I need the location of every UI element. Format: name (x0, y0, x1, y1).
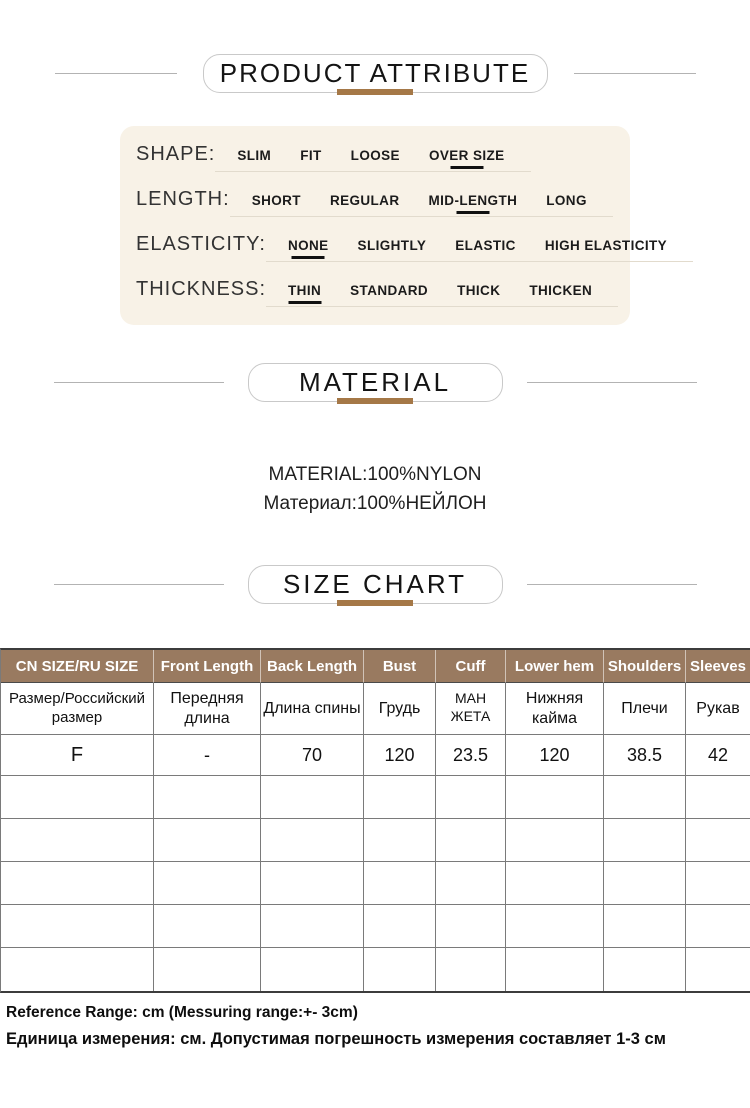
elasticity-option-high-elasticity: HIGH ELASTICITY (544, 238, 668, 253)
col-header-ru-back-length: Длина спины (261, 683, 364, 735)
cell-size: F (1, 735, 154, 776)
length-label: LENGTH: (136, 188, 230, 210)
length-option-regular: REGULAR (329, 193, 400, 208)
product-attribute-title-box (203, 54, 548, 93)
reference-range-en: Reference Range: cm (Messuring range:+- 3cm) (6, 1004, 358, 1021)
product-attribute-title: PRODUCT ATTRIBUTE (219, 58, 531, 88)
section-header-material (0, 363, 750, 402)
col-header-ru-bust: Грудь (364, 683, 436, 735)
col-header-sleeves: Sleeves (686, 650, 750, 683)
shape-options (215, 142, 530, 172)
size-table-data-row (1, 735, 750, 776)
length-option-mid-length: MID-LENGTH (428, 193, 518, 208)
thickness-option-thick: THICK (457, 283, 501, 298)
shape-option-fit: FIT (300, 148, 322, 163)
col-header-ru-lower-hem: Нижняя кайма (506, 683, 604, 735)
divider-line-right (574, 73, 696, 74)
thickness-option-thin: THIN (288, 283, 322, 298)
shape-option-loose: LOOSE (350, 148, 400, 163)
size-table-empty-row (1, 862, 750, 905)
elasticity-options (266, 232, 693, 262)
material-title: MATERIAL (298, 367, 452, 397)
size-table-header-row-ru (1, 683, 750, 735)
attribute-row-length (136, 187, 630, 217)
cell-front-length: - (154, 735, 261, 776)
divider-line-left (55, 73, 177, 74)
thickness-options (266, 277, 618, 307)
attribute-row-thickness (136, 277, 630, 307)
elasticity-option-slightly: SLIGHTLY (357, 238, 427, 253)
elasticity-option-none: NONE (287, 238, 329, 253)
title-accent-underline (337, 600, 413, 606)
col-header-front-length: Front Length (154, 650, 261, 683)
elasticity-option-elastic: ELASTIC (455, 238, 516, 253)
col-header-back-length: Back Length (261, 650, 364, 683)
section-header-size-chart (0, 565, 750, 604)
col-header-cuff: Cuff (436, 650, 506, 683)
elasticity-label: ELASTICITY: (136, 233, 266, 255)
cell-shoulders: 38.5 (604, 735, 686, 776)
material-line-ru: Материал:100%НЕЙЛОН (263, 493, 487, 514)
col-header-ru-cuff-text: МАНЖЕТА (450, 690, 491, 724)
shape-option-slim: SLIM (237, 148, 272, 163)
size-table-empty-row (1, 948, 750, 991)
divider-line-left (54, 584, 224, 585)
attribute-row-shape (136, 142, 630, 172)
title-accent-underline (337, 89, 413, 95)
thickness-option-thicken: THICKEN (529, 283, 593, 298)
size-chart-table (0, 648, 750, 993)
size-table-empty-row (1, 776, 750, 819)
cell-cuff: 23.5 (436, 735, 506, 776)
col-header-shoulders: Shoulders (604, 650, 686, 683)
col-header-cn-size: CN SIZE/RU SIZE (1, 650, 154, 683)
divider-line-right (527, 584, 697, 585)
size-table-header-row-en (1, 650, 750, 683)
col-header-bust: Bust (364, 650, 436, 683)
col-header-lower-hem: Lower hem (506, 650, 604, 683)
product-description-page (0, 54, 750, 1049)
length-options (230, 187, 613, 217)
col-header-ru-front-length: Передняя длина (154, 683, 261, 735)
size-table-empty-row (1, 905, 750, 948)
size-table-empty-row (1, 819, 750, 862)
material-composition (0, 460, 750, 518)
size-chart-title: SIZE CHART (282, 569, 468, 599)
cell-sleeves: 42 (686, 735, 750, 776)
cell-bust: 120 (364, 735, 436, 776)
col-header-ru-size: Размер/Российский размер (1, 683, 154, 735)
length-option-long: LONG (546, 193, 587, 208)
reference-range-ru: Единица измерения: см. Допустимая погрешность измерения составляет 1-3 см (6, 1030, 666, 1048)
col-header-ru-sleeves: Рукав (686, 683, 750, 735)
shape-label: SHAPE: (136, 143, 216, 165)
divider-line-right (527, 382, 697, 383)
cell-lower-hem: 120 (506, 735, 604, 776)
cell-back-length: 70 (261, 735, 364, 776)
col-header-ru-shoulders: Плечи (604, 683, 686, 735)
length-option-short: SHORT (251, 193, 301, 208)
size-chart-title-box (248, 565, 503, 604)
thickness-option-standard: STANDARD (350, 283, 429, 298)
material-title-box (248, 363, 503, 402)
divider-line-left (54, 382, 224, 383)
col-header-ru-cuff (436, 683, 506, 735)
attribute-row-elasticity (136, 232, 668, 262)
title-accent-underline (337, 398, 413, 404)
reference-notes (6, 1004, 750, 1049)
shape-option-over-size: OVER SIZE (428, 148, 505, 163)
thickness-label: THICKNESS: (136, 278, 267, 300)
material-line-en: MATERIAL:100%NYLON (268, 464, 482, 485)
section-header-product-attribute (0, 54, 750, 93)
attributes-panel (120, 126, 668, 325)
